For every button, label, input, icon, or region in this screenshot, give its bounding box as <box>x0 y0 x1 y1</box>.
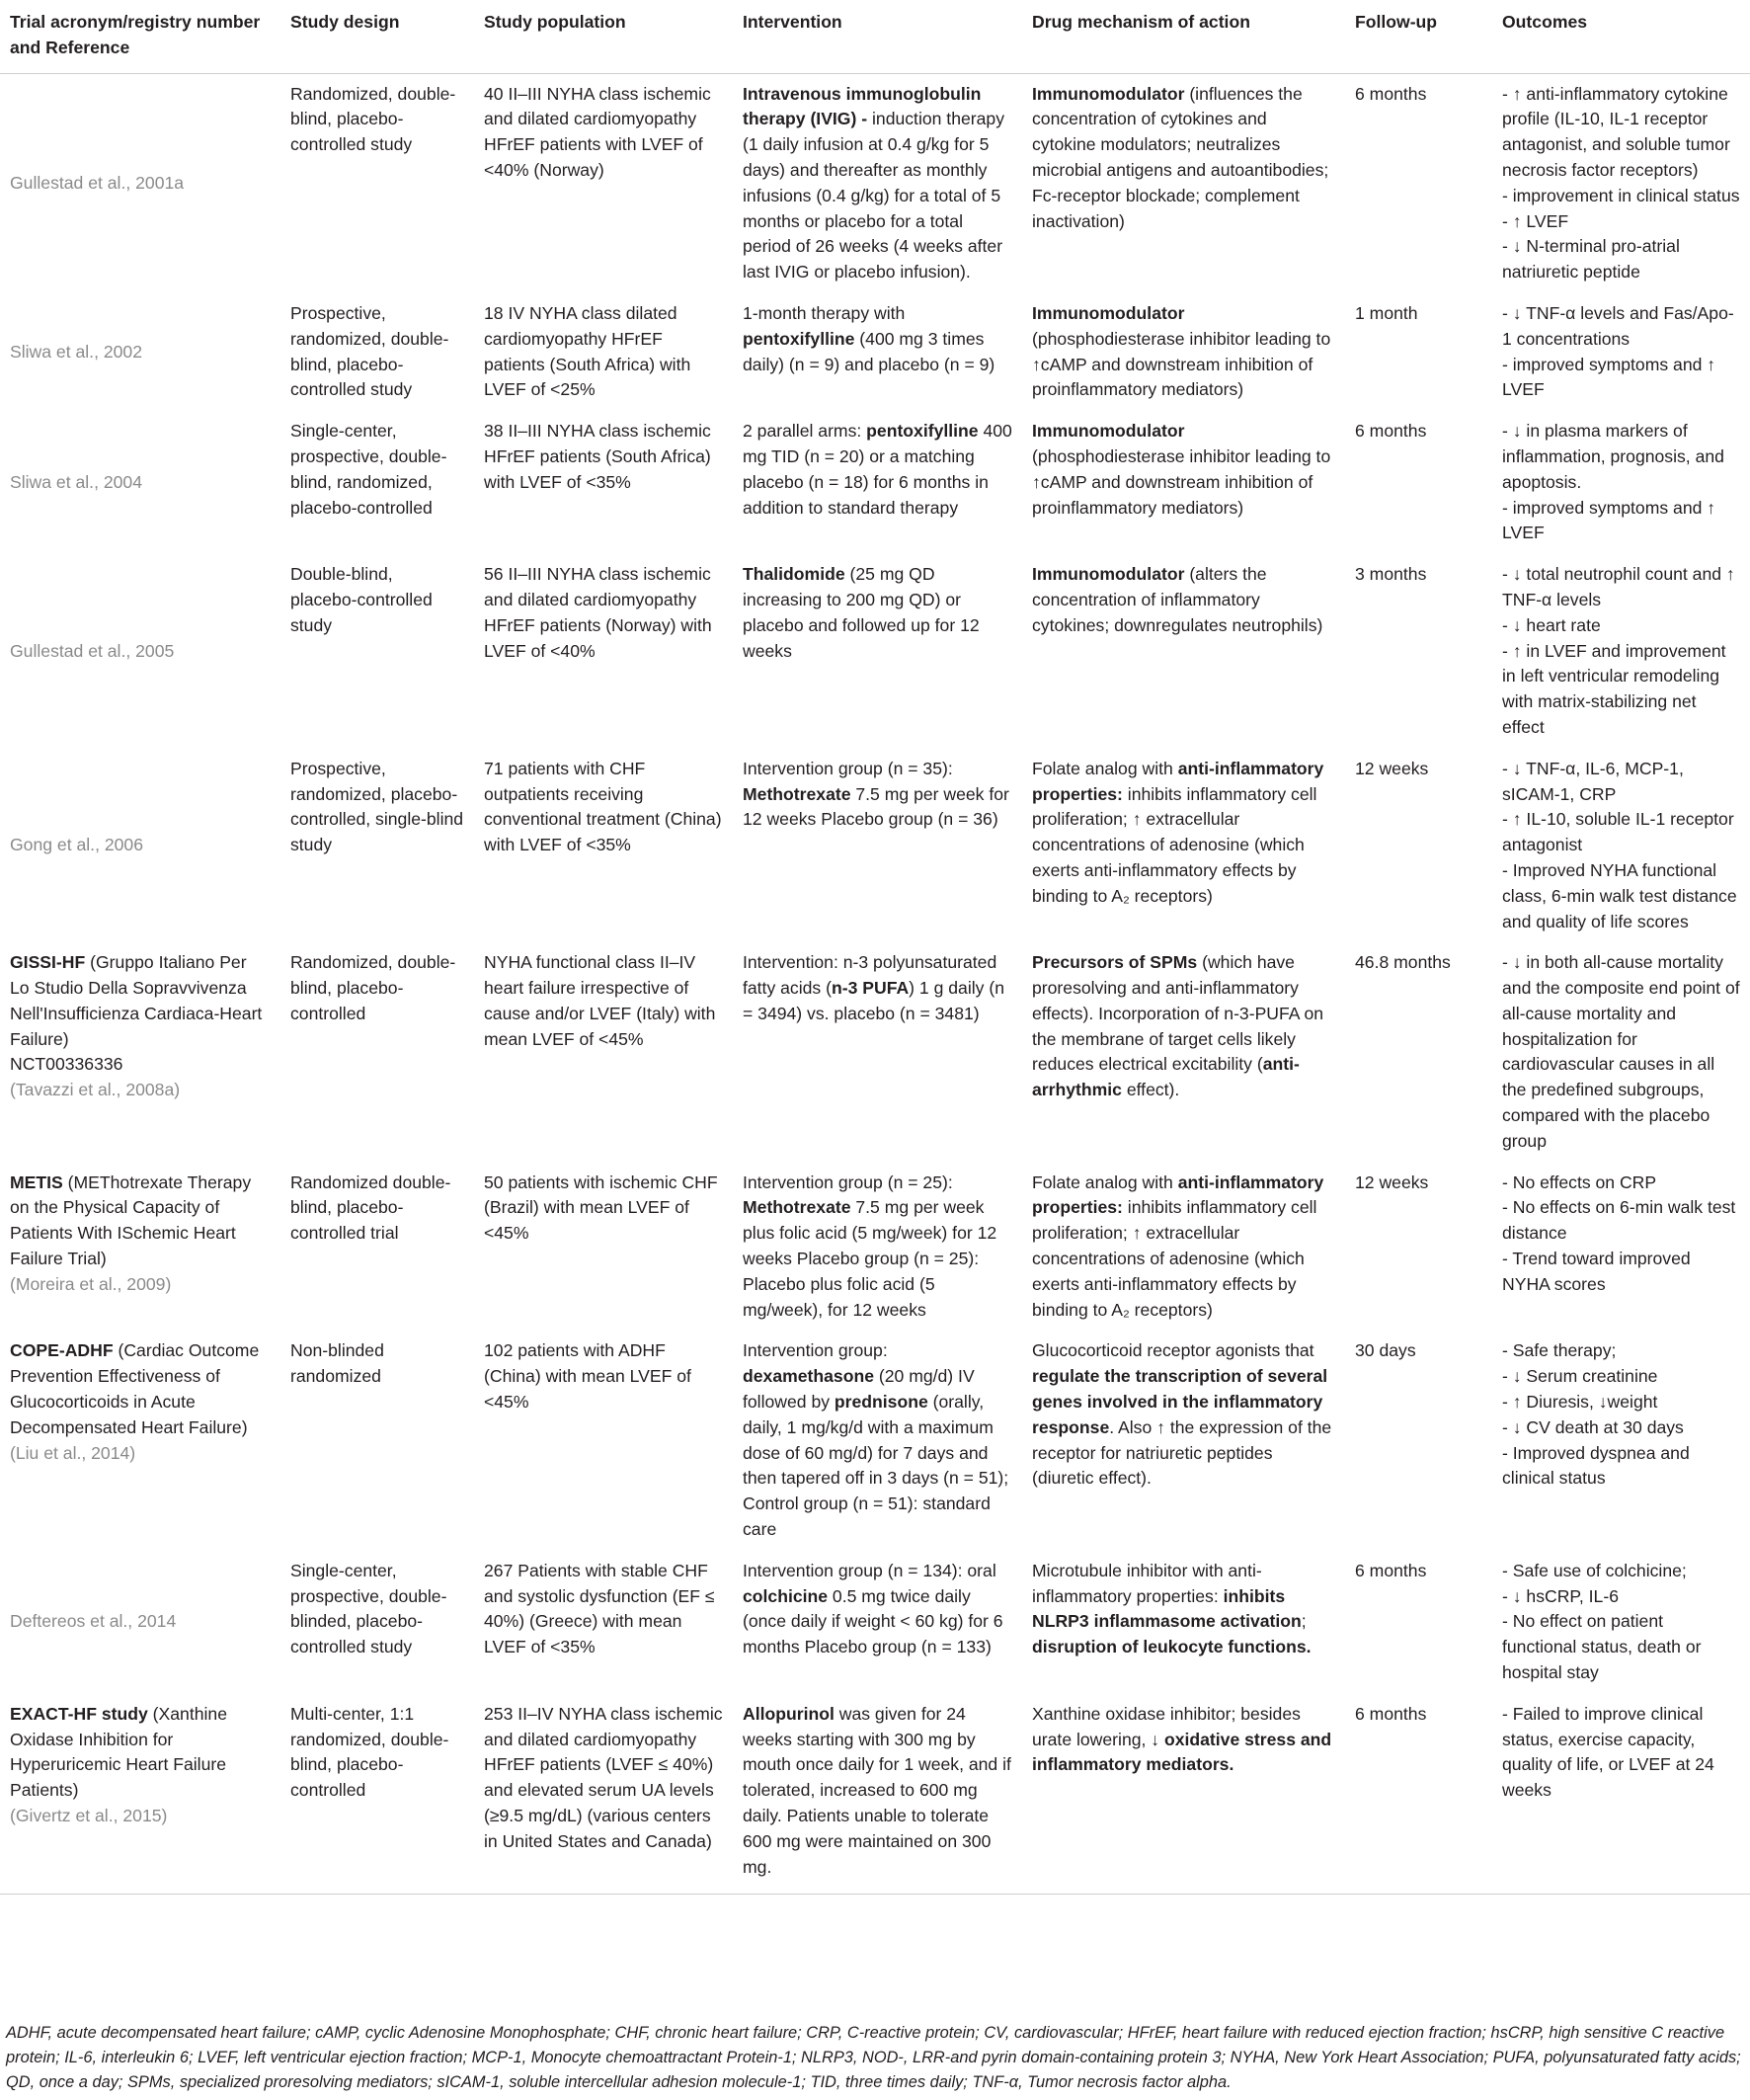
text-run: Intravenous immunoglobulin therapy (IVIG) - <box>743 83 982 129</box>
outcomes-cell <box>1492 411 1750 554</box>
outcomes-cell <box>1492 1694 1750 1895</box>
intervention-cell <box>733 1163 1022 1332</box>
text-run: (20 mg/d) IV followed by <box>743 1366 975 1413</box>
outcome-item: - ↑ Diuresis, ↓weight <box>1502 1392 1658 1413</box>
population-cell: 50 patients with ischemic CHF (Brazil) with mean LVEF of <45% <box>484 1171 718 1244</box>
outcome-item: - Improved dyspnea and clinical status <box>1502 1442 1690 1489</box>
text-run: 1-month therapy with <box>743 302 906 323</box>
followup-cell: 30 days <box>1355 1340 1416 1361</box>
trial-acronym: EXACT-HF study <box>10 1703 148 1724</box>
population-cell: 71 patients with CHF outpatients receiving conventional treatment (China) with LVEF of <35% <box>484 758 722 855</box>
design-cell: Single-center, prospective, double-blind, randomized, placebo-controlled <box>290 421 447 518</box>
text-run: 7.5 mg per week plus folic acid (5 mg/week) for 12 weeks Placebo group (n = 25): Placebo plus folic acid (5 mg/week), for 12 weeks <box>743 1197 997 1320</box>
table-row <box>0 749 1750 943</box>
population-cell: 40 II–III NYHA class ischemic and dilated cardiomyopathy HFrEF patients with LVEF of <40% (Norway) <box>484 83 711 180</box>
mechanism-cell <box>1022 942 1345 1162</box>
design-cell: Non-blinded randomized <box>290 1340 384 1387</box>
trial-reference: Deftereos et al., 2014 <box>10 1611 177 1632</box>
mechanism-cell <box>1022 1163 1345 1332</box>
design-cell: Double-blind, placebo-controlled study <box>290 564 433 635</box>
table-row <box>0 942 1750 1162</box>
col-header-followup: Follow-up <box>1345 0 1492 73</box>
mechanism-cell <box>1022 293 1345 411</box>
text-run: Allopurinol <box>743 1703 835 1724</box>
text-run: (phosphodiesterase inhibitor leading to ↑cAMP and downstream inhibition of proinflammatory mediators) <box>1032 445 1331 518</box>
text-run: Intervention: n-3 polyunsaturated fatty acids ( <box>743 952 997 999</box>
text-run: ) 1 g daily (n = 3494) vs. placebo (n = 3481) <box>743 978 1004 1023</box>
outcome-item: - improved symptoms and ↑ LVEF <box>1502 354 1716 400</box>
trial-cell <box>0 749 280 943</box>
outcome-item: - No effects on 6-min walk test distance <box>1502 1197 1736 1244</box>
mechanism-cell <box>1022 749 1345 943</box>
outcome-item: - ↑ in LVEF and improvement in left ventricular remodeling with matrix-stabilizing net effect <box>1502 640 1726 737</box>
followup-cell: 12 weeks <box>1355 1171 1429 1192</box>
text-run: n-3 PUFA <box>831 978 910 999</box>
table-row <box>0 411 1750 554</box>
mechanism-cell <box>1022 1551 1345 1694</box>
table-row <box>0 293 1750 411</box>
followup-cell: 6 months <box>1355 421 1427 442</box>
text-run: (influences the concentration of cytokines and cytokine modulators; neutralizes microbial antigens and autoantibodies; Fc-receptor blockade; complement inactivation) <box>1032 83 1329 231</box>
design-cell: Prospective, randomized, double-blind, placebo-controlled study <box>290 302 449 400</box>
design-cell: Randomized, double-blind, placebo-controlled study <box>290 83 456 155</box>
intervention-cell <box>733 942 1022 1162</box>
outcome-item: - ↑ IL-10, soluble IL-1 receptor antagonist <box>1502 809 1734 855</box>
text-run: (25 mg QD increasing to 200 mg QD) or placebo and followed up for 12 weeks <box>743 564 980 661</box>
trial-cell <box>0 1694 280 1895</box>
text-run: inhibits inflammatory cell proliferation; ↑ extracellular concentrations of adenosine (which exerts anti-inflammatory effects by binding to A₂ receptors) <box>1032 1197 1317 1320</box>
outcomes-cell <box>1492 1551 1750 1694</box>
outcome-item: - improved symptoms and ↑ LVEF <box>1502 497 1716 543</box>
trial-reference: Sliwa et al., 2004 <box>10 471 142 492</box>
col-header-trial: Trial acronym/registry number and Reference <box>0 0 280 73</box>
followup-cell: 6 months <box>1355 1560 1427 1580</box>
text-run: 0.5 mg twice daily (once daily if weight < 60 kg) for 6 months Placebo group (n = 133) <box>743 1585 1003 1657</box>
outcomes-cell <box>1492 554 1750 749</box>
trial-reference: Gong et al., 2006 <box>10 835 143 855</box>
design-cell: Multi-center, 1:1 randomized, double-blind, placebo-controlled <box>280 1694 474 1895</box>
text-run: Intervention group: <box>743 1340 888 1361</box>
population-cell: 102 patients with ADHF (China) with mean LVEF of <45% <box>484 1340 691 1413</box>
text-run: Immunomodulator <box>1032 564 1185 585</box>
text-run: anti-arrhythmic <box>1032 1054 1300 1100</box>
trial-reference: Gullestad et al., 2001a <box>10 172 185 193</box>
intervention-cell <box>733 1331 1022 1550</box>
followup-cell: 6 months <box>1355 83 1427 104</box>
trial-reference: (Givertz et al., 2015) <box>10 1806 168 1825</box>
table-row <box>0 1551 1750 1694</box>
trial-reference: (Tavazzi et al., 2008a) <box>10 1080 181 1100</box>
trial-reference: (Liu et al., 2014) <box>10 1442 136 1463</box>
intervention-cell <box>733 749 1022 943</box>
col-header-intervention: Intervention <box>733 0 1022 73</box>
text-run: Folate analog with <box>1032 758 1178 778</box>
text-run: Immunomodulator <box>1032 302 1185 323</box>
followup-cell: 12 weeks <box>1355 758 1429 778</box>
text-run: Thalidomide <box>743 564 845 585</box>
text-run: Xanthine oxidase inhibitor; besides urate lowering, <box>1032 1703 1301 1749</box>
population-cell: 18 IV NYHA class dilated cardiomyopathy HFrEF patients (South Africa) with LVEF of <25% <box>484 302 691 400</box>
outcome-item: - ↑ LVEF <box>1502 210 1569 231</box>
mechanism-cell <box>1022 73 1345 293</box>
intervention-cell <box>733 293 1022 411</box>
text-run: disruption of leukocyte functions. <box>1032 1637 1312 1657</box>
text-run: (alters the concentration of inflammatory cytokines; downregulates neutrophils) <box>1032 564 1323 635</box>
outcome-item: - No effect on patient functional status, death or hospital stay <box>1502 1611 1702 1683</box>
outcome-item: - ↑ anti-inflammatory cytokine profile (IL-10, IL-1 receptor antagonist, and soluble tumor necrosis factor receptors) <box>1502 83 1730 180</box>
col-header-population: Study population <box>474 0 733 73</box>
outcomes-cell <box>1492 73 1750 293</box>
outcome-item: - improvement in clinical status <box>1502 185 1740 205</box>
outcome-item: - ↓ TNF-α levels and Fas/Apo-1 concentrations <box>1502 302 1734 349</box>
table-row <box>0 1331 1750 1550</box>
outcome-item: - ↓ CV death at 30 days <box>1502 1416 1684 1437</box>
trial-acronym: GISSI-HF <box>10 952 86 973</box>
population-cell: 38 II–III NYHA class ischemic HFrEF patients (South Africa) with LVEF of <35% <box>484 421 711 492</box>
trial-description: (METhotrexate Therapy on the Physical Capacity of Patients With ISchemic Heart Failure Trial) <box>10 1171 252 1269</box>
trial-description: (Gruppo Italiano Per Lo Studio Della Sopravvivenza Nell'Insufficienza Cardiaca-Heart Failure) <box>10 952 263 1049</box>
col-header-outcomes: Outcomes <box>1492 0 1750 73</box>
outcome-item: - ↓ Serum creatinine <box>1502 1366 1658 1387</box>
followup-cell: 6 months <box>1345 1694 1492 1895</box>
text-run: (phosphodiesterase inhibitor leading to ↑cAMP and downstream inhibition of proinflammatory mediators) <box>1032 328 1331 400</box>
outcomes-list <box>1502 950 1740 1154</box>
trial-cell <box>0 942 280 1162</box>
outcomes-cell <box>1492 1331 1750 1550</box>
outcomes-list <box>1502 1338 1740 1492</box>
population-cell: 253 II–IV NYHA class ischemic and dilated cardiomyopathy HFrEF patients (LVEF ≤ 40%) and elevated serum UA levels (≥9.5 mg/dL) (various centers in United States and Canada) <box>474 1694 733 1895</box>
intervention-cell <box>733 554 1022 749</box>
text-run: Methotrexate <box>743 783 851 804</box>
outcome-item: - Safe use of colchicine; <box>1502 1560 1687 1580</box>
header-row <box>0 0 1750 73</box>
trial-cell <box>0 73 280 293</box>
trial-cell <box>0 1331 280 1550</box>
text-run: induction therapy (1 daily infusion at 0.4 g/kg for 5 days) and thereafter as monthly infusions (0.4 g/kg) for a total of 5 months or placebo for a total period of 26 weeks (4 weeks after last IVIG or placebo infusion). <box>743 109 1004 283</box>
outcomes-list <box>1502 419 1740 546</box>
mechanism-cell <box>1022 1694 1345 1895</box>
population-cell: 267 Patients with stable CHF and systolic dysfunction (EF ≤ 40%) (Greece) with mean LVEF of <35% <box>484 1560 715 1657</box>
outcome-item: - Failed to improve clinical status, exercise capacity, quality of life, or LVEF at 24 weeks <box>1502 1703 1714 1801</box>
outcomes-list <box>1502 82 1740 285</box>
design-cell: Prospective, randomized, placebo-controlled, single-blind study <box>290 758 464 855</box>
trial-acronym: COPE-ADHF <box>10 1340 114 1361</box>
outcomes-list <box>1502 301 1740 403</box>
followup-cell: 46.8 months <box>1355 952 1451 973</box>
text-run: regulate the transcription of several genes involved in the inflammatory response <box>1032 1366 1328 1437</box>
outcome-item: - ↓ TNF-α, IL-6, MCP-1, sICAM-1, CRP <box>1502 758 1684 804</box>
intervention-cell <box>733 1694 1022 1895</box>
mechanism-cell <box>1022 1331 1345 1550</box>
text-run: Intervention group (n = 134): oral <box>743 1560 996 1580</box>
outcomes-cell <box>1492 942 1750 1162</box>
text-run: Intervention group (n = 25): <box>743 1171 953 1192</box>
text-run: Immunomodulator <box>1032 83 1185 104</box>
table-body <box>0 73 1750 1895</box>
text-run: ; <box>1301 1611 1307 1632</box>
population-cell: NYHA functional class II–IV heart failure irrespective of cause and/or LVEF (Italy) with mean LVEF of <45% <box>484 952 716 1049</box>
trial-description: (Cardiac Outcome Prevention Effectiveness of Glucocorticoids in Acute Decompensated Heart Failure) <box>10 1340 260 1437</box>
design-cell: Randomized double-blind, placebo-controlled trial <box>290 1171 451 1244</box>
text-run: inhibits NLRP3 inflammasome activation <box>1032 1585 1302 1632</box>
outcomes-list <box>1502 1702 1740 1804</box>
outcomes-cell <box>1492 749 1750 943</box>
text-run: ↓ oxidative stress and inflammatory mediators. <box>1032 1729 1332 1775</box>
text-run: (which have proresolving and anti-inflammatory effects). Incorporation of n-3-PUFA on the membrane of target cells likely reduces electrical excitability ( <box>1032 952 1324 1075</box>
text-run: . Also ↑ the expression of the receptor for natriuretic peptides (diuretic effect). <box>1032 1416 1332 1489</box>
table-row <box>0 1694 1750 1895</box>
trial-reference: Gullestad et al., 2005 <box>10 640 175 661</box>
text-run: 7.5 mg per week for 12 weeks Placebo group (n = 36) <box>743 783 1009 830</box>
population-cell: 56 II–III NYHA class ischemic and dilated cardiomyopathy HFrEF patients (Norway) with LVEF of <40% <box>484 564 712 661</box>
text-run: Precursors of SPMs <box>1032 952 1198 973</box>
text-run: inhibits inflammatory cell proliferation; ↑ extracellular concentrations of adenosine (which exerts anti-inflammatory effects by binding to A₂ receptors) <box>1032 783 1317 906</box>
trial-reference: Sliwa et al., 2002 <box>10 341 142 362</box>
trial-reference: (Moreira et al., 2009) <box>10 1273 172 1294</box>
mechanism-cell <box>1022 411 1345 554</box>
outcome-item: - Improved NYHA functional class, 6-min walk test distance and quality of life scores <box>1502 859 1737 931</box>
text-run: Folate analog with <box>1032 1171 1178 1192</box>
col-header-design: Study design <box>280 0 474 73</box>
table-row <box>0 554 1750 749</box>
text-run: colchicine <box>743 1585 829 1606</box>
trial-cell <box>0 1551 280 1694</box>
outcomes-list <box>1502 562 1740 741</box>
trial-acronym: METIS <box>10 1171 63 1192</box>
text-run: (orally, daily, 1 mg/kg/d with a maximum dose of 60 mg/d) for 7 days and then tapered off in 3 days (n = 51); Control group (n = 51): standard care <box>743 1392 1009 1540</box>
intervention-cell <box>733 1551 1022 1694</box>
text-run: Immunomodulator <box>1032 421 1185 442</box>
outcome-item: - ↓ heart rate <box>1502 614 1601 635</box>
mechanism-cell <box>1022 554 1345 749</box>
text-run: effect). <box>1121 1080 1180 1100</box>
outcome-item: - ↓ in plasma markers of inflammation, prognosis, and apoptosis. <box>1502 421 1724 492</box>
outcome-item: - No effects on CRP <box>1502 1171 1657 1192</box>
text-run: 400 mg TID (n = 20) or a matching placebo (n = 18) for 6 months in addition to standard therapy <box>743 421 1012 518</box>
trial-cell <box>0 1163 280 1332</box>
text-run: anti-inflammatory properties: <box>1032 1171 1324 1218</box>
table-row <box>0 1163 1750 1332</box>
table-row <box>0 73 1750 293</box>
outcomes-cell <box>1492 1163 1750 1332</box>
outcome-item: - ↓ N-terminal pro-atrial natriuretic peptide <box>1502 236 1680 283</box>
outcome-item: - ↓ total neutrophil count and ↑ TNF-α levels <box>1502 564 1735 609</box>
design-cell: Single-center, prospective, double-blinded, placebo-controlled study <box>290 1560 447 1657</box>
trial-description: (Xanthine Oxidase Inhibition for Hyperuricemic Heart Failure Patients) <box>10 1703 227 1801</box>
text-run: pentoxifylline <box>866 421 979 442</box>
text-run: (400 mg 3 times daily) (n = 9) and placebo (n = 9) <box>743 328 995 374</box>
text-run: Intervention group (n = 35): <box>743 758 953 778</box>
outcome-item: - Trend toward improved NYHA scores <box>1502 1249 1691 1294</box>
text-run: pentoxifylline <box>743 328 855 349</box>
outcomes-list <box>1502 1559 1740 1686</box>
trial-cell <box>0 411 280 554</box>
outcomes-cell <box>1492 293 1750 411</box>
outcomes-list <box>1502 1171 1740 1298</box>
text-run: Glucocorticoid receptor agonists that <box>1032 1340 1314 1361</box>
followup-cell: 1 month <box>1355 302 1418 323</box>
trial-cell <box>0 293 280 411</box>
outcome-item: - ↓ in both all-cause mortality and the composite end point of all-cause mortality and hospitalization for cardiovascular causes in all the predefined subgroups, compared with the placebo group <box>1502 952 1740 1151</box>
text-run: 2 parallel arms: <box>743 421 867 442</box>
intervention-cell <box>733 73 1022 293</box>
text-run: Microtubule inhibitor with anti-inflammatory properties: <box>1032 1560 1262 1606</box>
col-header-mechanism: Drug mechanism of action <box>1022 0 1345 73</box>
outcome-item: - Safe therapy; <box>1502 1340 1617 1361</box>
text-run: prednisone <box>834 1392 928 1413</box>
design-cell: Randomized, double-blind, placebo-controlled <box>290 952 456 1023</box>
text-run: was given for 24 weeks starting with 300 mg by mouth once daily for 1 week, and if tolerated, increased to 600 mg daily. Patients unable to tolerate 600 mg were maintained on 300 mg. <box>743 1703 1011 1877</box>
text-run: dexamethasone <box>743 1366 874 1387</box>
table-footnote: ADHF, acute decompensated heart failure; cAMP, cyclic Adenosine Monophosphate; CHF, chronic heart failure; CRP, C-reactive protein; CV, cardiovascular; HFrEF, heart failure with reduced ejection fraction; hsCRP, high sensitive C reactive protein; IL-6, interleukin 6; LVEF, left ventricular ejection fraction; MCP-1, Monocyte chemoattractant Protein-1; NLRP3, NOD-, LRR-and pyrin domain-containing protein 3; NYHA, New York Heart Association; PUFA, polyunsaturated fatty acids; QD, once a day; SPMs, specialized proresolving mediators; sICAM-1, soluble intercellular adhesion molecule-1; TID, three times daily; TNF-α, Tumor necrosis factor alpha. <box>6 2024 1741 2091</box>
text-run: anti-inflammatory properties: <box>1032 758 1324 804</box>
registry-number: NCT00336336 <box>10 1054 123 1075</box>
followup-cell: 3 months <box>1355 564 1427 585</box>
trial-cell <box>0 554 280 749</box>
text-run: Methotrexate <box>743 1197 851 1218</box>
intervention-cell <box>733 411 1022 554</box>
outcomes-list <box>1502 757 1740 935</box>
outcome-item: - ↓ hsCRP, IL-6 <box>1502 1585 1619 1606</box>
